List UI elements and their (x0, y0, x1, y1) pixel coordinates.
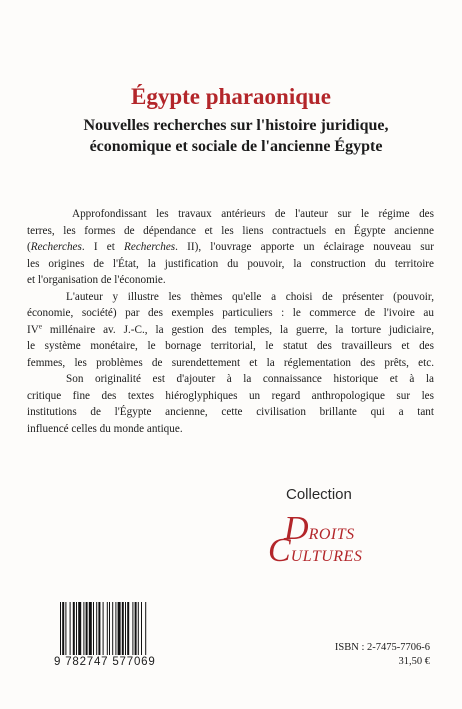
blurb (27, 206, 434, 437)
blurb-line: L'auteur y illustre les thèmes qu'elle a choisi de présenter (pouvoir, (66, 290, 434, 303)
collection-label: Collection (286, 486, 352, 503)
price: 31,50 € (398, 656, 430, 667)
collection-logo (268, 510, 388, 570)
blurb-paragraph-2 (27, 289, 434, 372)
blurb-line: femmes, les problèmes de surendettement et la réglementation des prêts, etc. (27, 356, 434, 369)
blurb-line: les origines de l'État, la justification du pouvoir, la construction du territoire (27, 257, 434, 270)
isbn-number: ISBN : 2-7475-7706-6 (334, 642, 430, 653)
blurb-line: Son originalité est d'ajouter à la connaissance historique et à la (66, 373, 434, 385)
blurb-line: influencé celles du monde antique. (27, 422, 183, 435)
logo-line-cultures: CULTURES (268, 532, 363, 569)
book-title: Égypte pharaonique (130, 84, 331, 109)
blurb-line: IVe millénaire av. J.-C., la gestion des temples, la guerre, la torture judiciaire, (27, 321, 434, 336)
italic-title: Recherches (124, 241, 176, 253)
blurb-line: institutions de l'Égypte ancienne, cette civilisation brillante qui a tant (27, 406, 434, 418)
subtitle-line-1: Nouvelles recherches sur l'histoire juridique, (83, 117, 389, 134)
blurb-line: (Recherches. I et Recherches. II), l'ouvrage apporte un éclairage nouveau sur (27, 241, 434, 253)
barcode-digits: 9 782747 577069 (54, 656, 156, 668)
subtitle-line-2: économique et sociale de l'ancienne Égypte (89, 138, 383, 155)
barcode (60, 602, 172, 655)
blurb-line: le système monétaire, le bornage territorial, le statut des travailleurs et des (27, 340, 434, 352)
italic-title: Recherches (30, 241, 82, 253)
logo-line-droits: DROITS (284, 510, 355, 547)
book-subtitle (30, 115, 442, 157)
blurb-line: terres, les formes de dépendance et les liens contractuels en Égypte ancienne (27, 224, 434, 237)
blurb-paragraph-1 (27, 206, 434, 289)
blurb-line: et l'organisation de l'économie. (27, 274, 166, 286)
blurb-line: Approfondissant les travaux antérieurs de l'auteur sur le régime des (72, 208, 434, 220)
blurb-line: économie, société) par des exemples particuliers : le commerce de l'ivoire au (27, 307, 434, 319)
isbn-price-block (335, 641, 430, 669)
blurb-paragraph-3 (27, 371, 434, 437)
blurb-line: critique fine des textes hiéroglyphiques un regard anthropologique sur les (27, 389, 434, 402)
